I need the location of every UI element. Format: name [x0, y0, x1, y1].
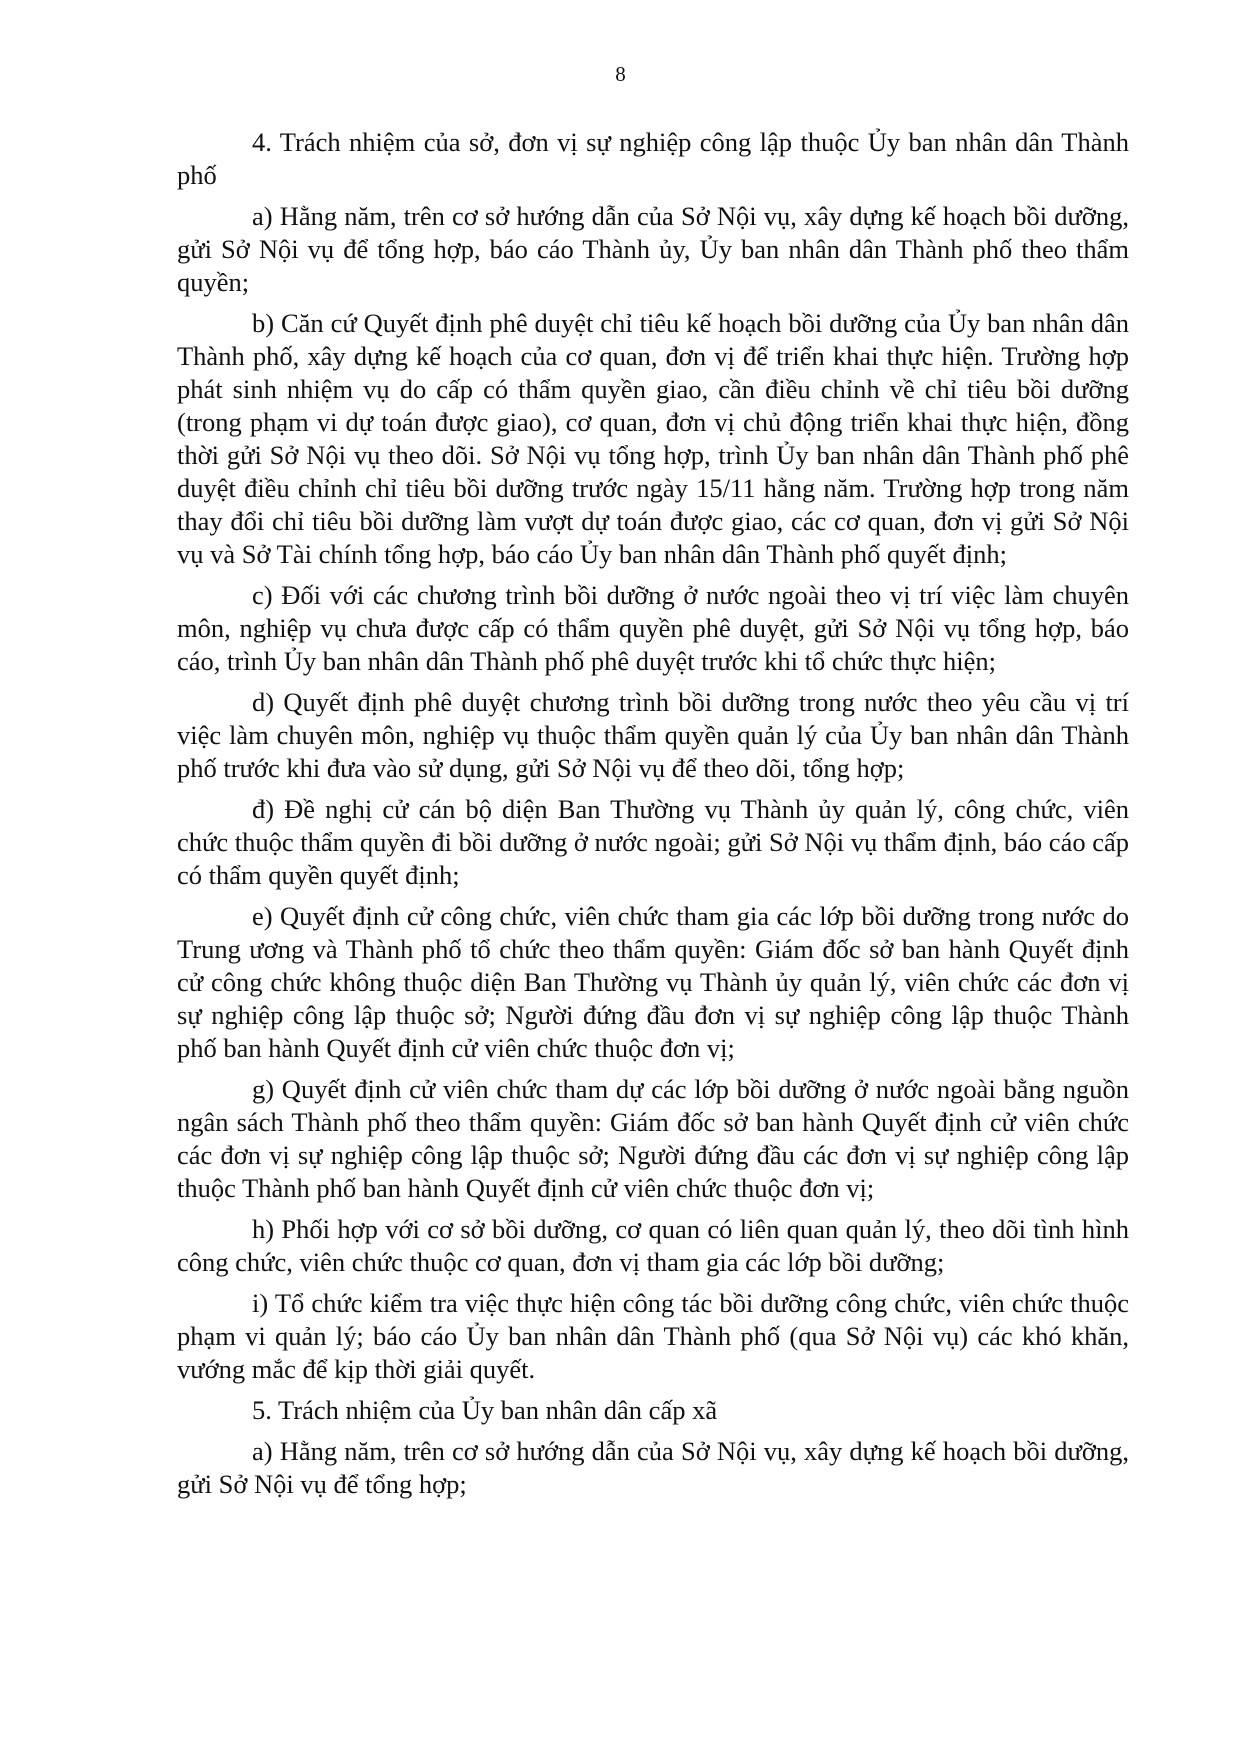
paragraph-b: b) Căn cứ Quyết định phê duyệt chỉ tiêu kế hoạch bồi dưỡng của Ủy ban nhân dân Thành phố, xây dựng kế hoạch của cơ quan, đơn vị để triển khai thực hiện. Trường hợp phát sinh nhiệm vụ do cấp có thẩm quyền giao, cần điều chỉnh về chỉ tiêu bồi dưỡng (trong phạm vi dự toán được giao), cơ quan, đơn vị chủ động triển khai thực hiện, đồng thời gửi Sở Nội vụ theo dõi. Sở Nội vụ tổng hợp, trình Ủy ban nhân dân Thành phố phê duyệt điều chỉnh chỉ tiêu bồi dưỡng trước ngày 15/11 hằng năm. Trường hợp trong năm thay đổi chỉ tiêu bồi dưỡng làm vượt dự toán được giao, các cơ quan, đơn vị gửi Sở Nội vụ và Sở Tài chính tổng hợp, báo cáo Ủy ban nhân dân Thành phố quyết định;: [177, 308, 1129, 569]
page-number: 8: [615, 62, 626, 86]
document-body: [177, 126, 1129, 1509]
section-heading-4: 4. Trách nhiệm của sở, đơn vị sự nghiệp công lập thuộc Ủy ban nhân dân Thành phố: [177, 127, 1129, 190]
paragraph-g: g) Quyết định cử viên chức tham dự các lớp bồi dưỡng ở nước ngoài bằng nguồn ngân sách Thành phố theo thẩm quyền: Giám đốc sở ban hành Quyết định cử viên chức các đơn vị sự nghiệp công lập thuộc sở; Người đứng đầu các đơn vị sự nghiệp công lập thuộc Thành phố ban hành Quyết định cử viên chức thuộc đơn vị;: [177, 1074, 1129, 1203]
paragraph-c: c) Đối với các chương trình bồi dưỡng ở nước ngoài theo vị trí việc làm chuyên môn, nghiệp vụ chưa được cấp có thẩm quyền phê duyệt, gửi Sở Nội vụ tổng hợp, báo cáo, trình Ủy ban nhân dân Thành phố phê duyệt trước khi tổ chức thực hiện;: [177, 580, 1129, 676]
paragraph-e: e) Quyết định cử công chức, viên chức tham gia các lớp bồi dưỡng trong nước do Trung ương và Thành phố tổ chức theo thẩm quyền: Giám đốc sở ban hành Quyết định cử công chức không thuộc diện Ban Thường vụ Thành ủy quản lý, viên chức các đơn vị sự nghiệp công lập thuộc sở; Người đứng đầu đơn vị sự nghiệp công lập thuộc Thành phố ban hành Quyết định cử viên chức thuộc đơn vị;: [177, 901, 1129, 1063]
paragraph-dd: đ) Đề nghị cử cán bộ diện Ban Thường vụ Thành ủy quản lý, công chức, viên chức thuộc thẩm quyền đi bồi dưỡng ở nước ngoài; gửi Sở Nội vụ thẩm định, báo cáo cấp có thẩm quyền quyết định;: [177, 794, 1129, 890]
section-heading-5: 5. Trách nhiệm của Ủy ban nhân dân cấp xã: [252, 1395, 718, 1425]
paragraph-h: h) Phối hợp với cơ sở bồi dưỡng, cơ quan có liên quan quản lý, theo dõi tình hình công chức, viên chức thuộc cơ quan, đơn vị tham gia các lớp bồi dưỡng;: [177, 1214, 1129, 1277]
paragraph-a: a) Hằng năm, trên cơ sở hướng dẫn của Sở Nội vụ, xây dựng kế hoạch bồi dưỡng, gửi Sở Nội vụ để tổng hợp, báo cáo Thành ủy, Ủy ban nhân dân Thành phố theo thẩm quyền;: [177, 201, 1129, 297]
paragraph-i: i) Tổ chức kiểm tra việc thực hiện công tác bồi dưỡng công chức, viên chức thuộc phạm vi quản lý; báo cáo Ủy ban nhân dân Thành phố (qua Sở Nội vụ) các khó khăn, vướng mắc để kịp thời giải quyết.: [177, 1288, 1129, 1384]
paragraph-5a: a) Hằng năm, trên cơ sở hướng dẫn của Sở Nội vụ, xây dựng kế hoạch bồi dưỡng, gửi Sở Nội vụ để tổng hợp;: [177, 1436, 1129, 1499]
paragraph-d: d) Quyết định phê duyệt chương trình bồi dưỡng trong nước theo yêu cầu vị trí việc làm chuyên môn, nghiệp vụ thuộc thẩm quyền quản lý của Ủy ban nhân dân Thành phố trước khi đưa vào sử dụng, gửi Sở Nội vụ để theo dõi, tổng hợp;: [177, 687, 1129, 783]
